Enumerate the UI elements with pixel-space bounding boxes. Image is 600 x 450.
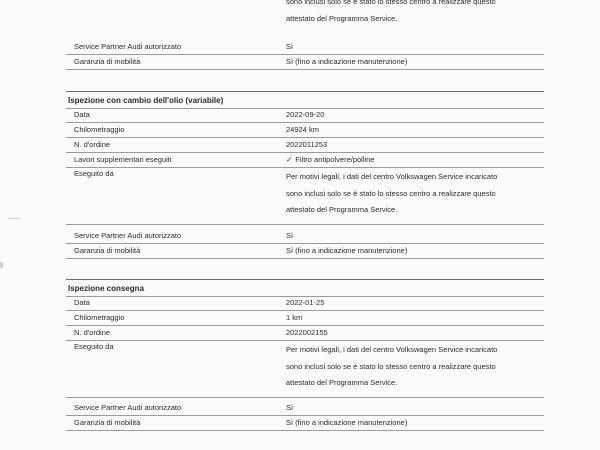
oil-row-executed-by: Eseguito da Per motivi legali, i dati del centro Volkswagen Service incaricato sono inclusi solo se è stato lo stesso centro a realizzare questo attestato del Programma Service. (66, 168, 544, 225)
delivery-row-executed-by: Eseguito da Per motivi legali, i dati del centro Volkswagen Service incaricato sono inclusi solo se è stato lo stesso centro a realizzare questo attestato del Programma Service. (66, 341, 544, 398)
delivery-row-mileage: Chilometraggio 1 km (66, 311, 544, 326)
section-title-delivery: Ispezione consegna (66, 279, 544, 297)
oil-row-extra-work: Lavori supplementari eseguiti ✓ Filtro antipolvere/polline (66, 153, 544, 168)
oil-row-mobility: Garanzia di mobilità Sì (fino a indicazione manutenzione) (66, 244, 544, 259)
oil-row-date: Data 2022-09-20 (66, 108, 544, 123)
delivery-row-date: Data 2022-01-25 (66, 296, 544, 311)
top-row-service-partner: Service Partner Audi autorizzato Sì (66, 40, 544, 55)
oil-row-service-partner: Service Partner Audi autorizzato Sì (66, 229, 544, 244)
scan-mark (0, 262, 3, 268)
top-row-mobility: Garanzia di mobilità Sì (fino a indicazione manutenzione) (66, 55, 544, 70)
delivery-row-order: N. d'ordine 2022002155 (66, 326, 544, 341)
executed-by-continued (286, 0, 496, 27)
oil-row-mileage: Chilometraggio 24924 km (66, 123, 544, 138)
scan-mark (8, 218, 20, 219)
delivery-row-mobility: Garanzia di mobilità Sì (fino a indicazione manutenzione) (66, 416, 544, 431)
oil-row-order: N. d'ordine 2022011253 (66, 138, 544, 153)
check-icon: ✓ (286, 155, 293, 164)
continued-line: attestato del Programma Service. (286, 13, 398, 23)
delivery-row-service-partner: Service Partner Audi autorizzato Sì (66, 401, 544, 416)
section-title-oil: Ispezione con cambio dell'olio (variabile) (66, 91, 544, 109)
continued-line: sono inclusi solo se è stato lo stesso centro a realizzare questo (286, 0, 496, 6)
